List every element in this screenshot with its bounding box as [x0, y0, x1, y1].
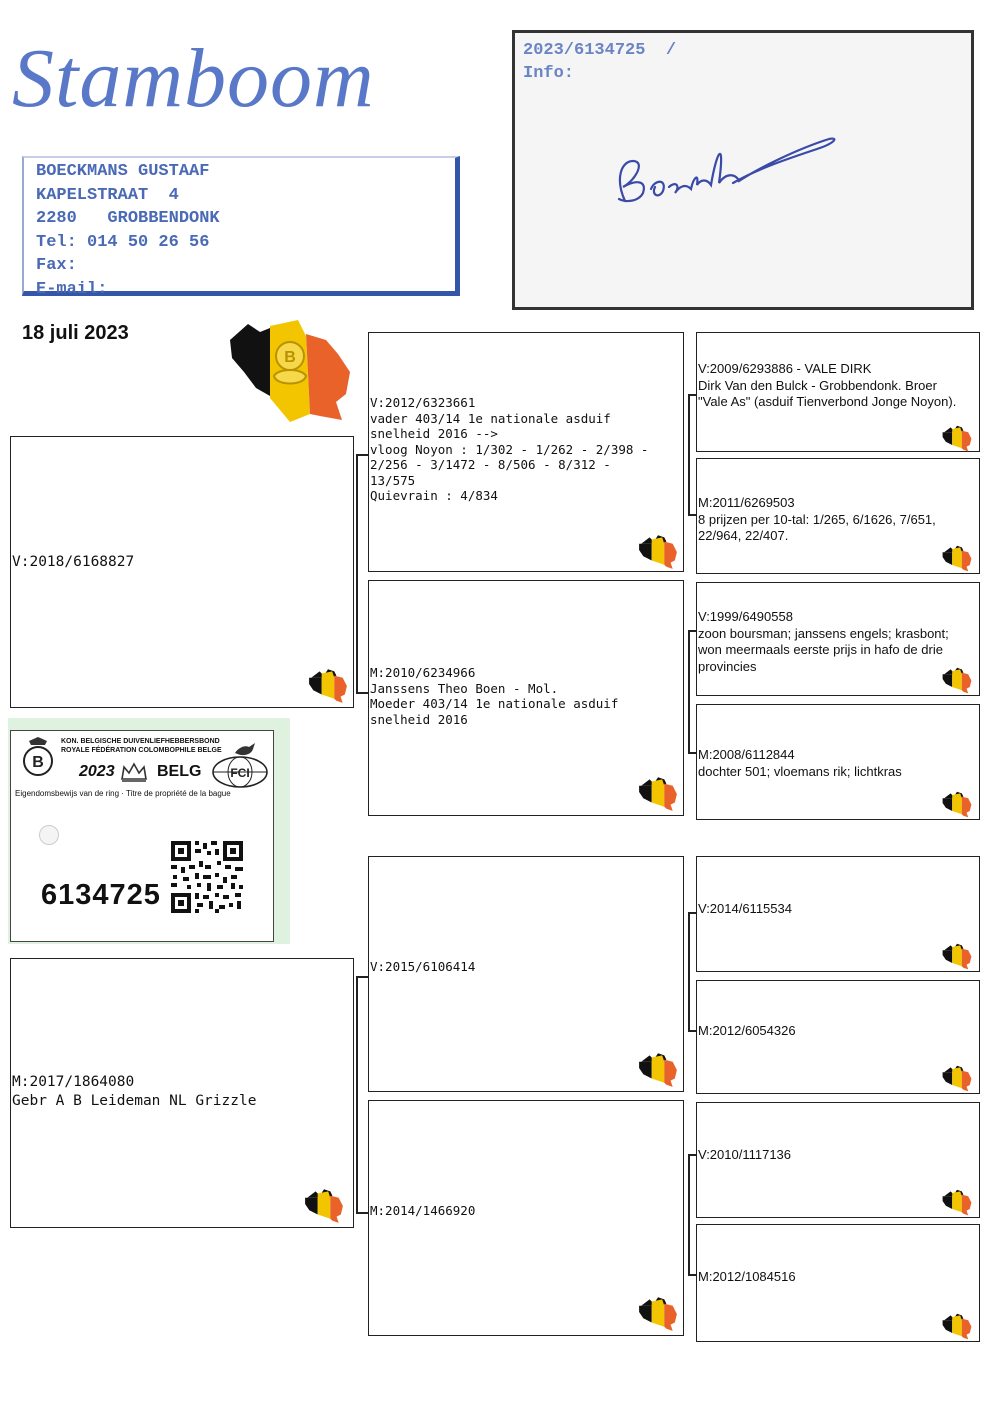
- pedigree-fff-box: [696, 332, 980, 452]
- owner-city: 2280 GROBBENDONK: [36, 209, 220, 228]
- belgium-flag-icon: [941, 787, 973, 819]
- fci-globe-icon: [211, 755, 269, 789]
- belgium-map-logo: [226, 318, 354, 422]
- pedigree-mmm-box: [696, 1224, 980, 1342]
- info-ring-number: 2023/6134725 /: [523, 41, 677, 60]
- pedigree-mmf-box: [696, 1102, 980, 1218]
- belgium-flag-icon: [637, 1291, 679, 1333]
- mother-text: M:2017/1864080 Gebr A B Leideman NL Grizzle: [12, 1074, 257, 1109]
- owner-street: KAPELSTRAAT 4: [36, 185, 179, 205]
- handwritten-signature: [607, 109, 847, 209]
- pedigree-fmm-box: [696, 704, 980, 820]
- federation-name-nl: KON. BELGISCHE DUIVENLIEFHEBBERSBOND: [61, 738, 220, 745]
- ownership-caption: Eigendomsbewijs van de ring · Titre de propriété de la bague: [15, 789, 231, 798]
- pedigree-mfm-box: [696, 980, 980, 1094]
- fff-text: V:2009/6293886 - VALE DIRK Dirk Van den Bulck - Grobbendonk. Broer "Vale As" (asduif Tienverbond Jonge Noyon).: [698, 361, 957, 409]
- mmf-text: V:2010/1117136: [698, 1147, 792, 1162]
- fm-text: M:2010/6234966 Janssens Theo Boen - Mol. Moeder 403/14 1e nationale asduif snelheid 2016: [370, 665, 619, 727]
- crown-icon: [119, 761, 149, 783]
- page-title: Stamboom: [12, 32, 375, 125]
- bracket-mother: [356, 976, 368, 1214]
- info-label: Info:: [523, 64, 575, 83]
- owner-address-block: [22, 156, 460, 299]
- punch-hole: [39, 825, 59, 845]
- belgium-flag-icon: [637, 529, 679, 571]
- svg-text:B: B: [284, 349, 296, 366]
- belgium-flag-icon: [303, 1183, 345, 1225]
- mfm-text: M:2012/6054326: [698, 1023, 796, 1038]
- belgium-flag-icon: [307, 663, 349, 705]
- fmf-text: V:1999/6490558 zoon boursman; janssens engels; krasbont; won meermaals eerste prijs in hafo de drie provincies: [698, 609, 949, 674]
- ring-country: BELG: [157, 763, 202, 780]
- pedigree-mff-box: [696, 856, 980, 972]
- owner-email: E-mail:: [36, 279, 108, 299]
- fmm-text: M:2008/6112844 dochter 501; vloemans rik; lichtkras: [698, 747, 902, 779]
- pedigree-mm-box: [368, 1100, 684, 1336]
- svg-text:FCI: FCI: [230, 766, 250, 780]
- mmm-text: M:2012/1084516: [698, 1269, 796, 1284]
- ring-year: 2023: [79, 763, 115, 780]
- pedigree-ff-box: [368, 332, 684, 572]
- federation-crest-icon: [21, 737, 55, 777]
- owner-tel: Tel: 014 50 26 56: [36, 232, 210, 252]
- mf-text: V:2015/6106414: [370, 959, 476, 974]
- pedigree-father-box: [10, 436, 354, 708]
- federation-name-fr: ROYALE FÉDÉRATION COLOMBOPHILE BELGE: [61, 747, 222, 754]
- mm-text: M:2014/1466920: [370, 1203, 476, 1218]
- mff-text: V:2014/6115534: [698, 901, 792, 916]
- ring-number: 6134725: [41, 879, 161, 911]
- pedigree-mf-box: [368, 856, 684, 1092]
- svg-text:B: B: [32, 754, 44, 771]
- info-box: [512, 30, 974, 310]
- ring-ownership-card: [8, 718, 290, 944]
- pedigree-fm-box: [368, 580, 684, 816]
- belgium-flag-icon: [941, 1061, 973, 1093]
- belgium-flag-icon: [941, 541, 973, 573]
- ff-text: V:2012/6323661 vader 403/14 1e nationale asduif snelheid 2016 --> vloog Noyon : 1/302 - 1/262 - 2/398 - 2/256 - 3/1472 - 8/506 - 8/312 - 13/575 Quievrain : 4/834: [370, 395, 649, 503]
- owner-name: BOECKMANS GUSTAAF: [36, 162, 210, 181]
- bracket-father: [356, 454, 368, 694]
- pedigree-fmf-box: [696, 582, 980, 696]
- belgium-flag-icon: [941, 939, 973, 971]
- belgium-flag-icon: [941, 1185, 973, 1217]
- belgium-flag-icon: [941, 663, 973, 695]
- pedigree-mother-box: [10, 958, 354, 1228]
- father-text: V:2018/6168827: [12, 554, 135, 570]
- qr-code-icon: [169, 839, 245, 915]
- belgium-flag-icon: [941, 421, 973, 453]
- pedigree-date: 18 juli 2023: [22, 322, 129, 344]
- pedigree-ffm-box: [696, 458, 980, 574]
- belgium-flag-icon: [637, 1047, 679, 1089]
- ffm-text: M:2011/6269503 8 prijzen per 10-tal: 1/265, 6/1626, 7/651, 22/964, 22/407.: [698, 495, 936, 543]
- belgium-flag-icon: [941, 1309, 973, 1341]
- belgium-flag-icon: [637, 771, 679, 813]
- owner-fax: Fax:: [36, 256, 77, 275]
